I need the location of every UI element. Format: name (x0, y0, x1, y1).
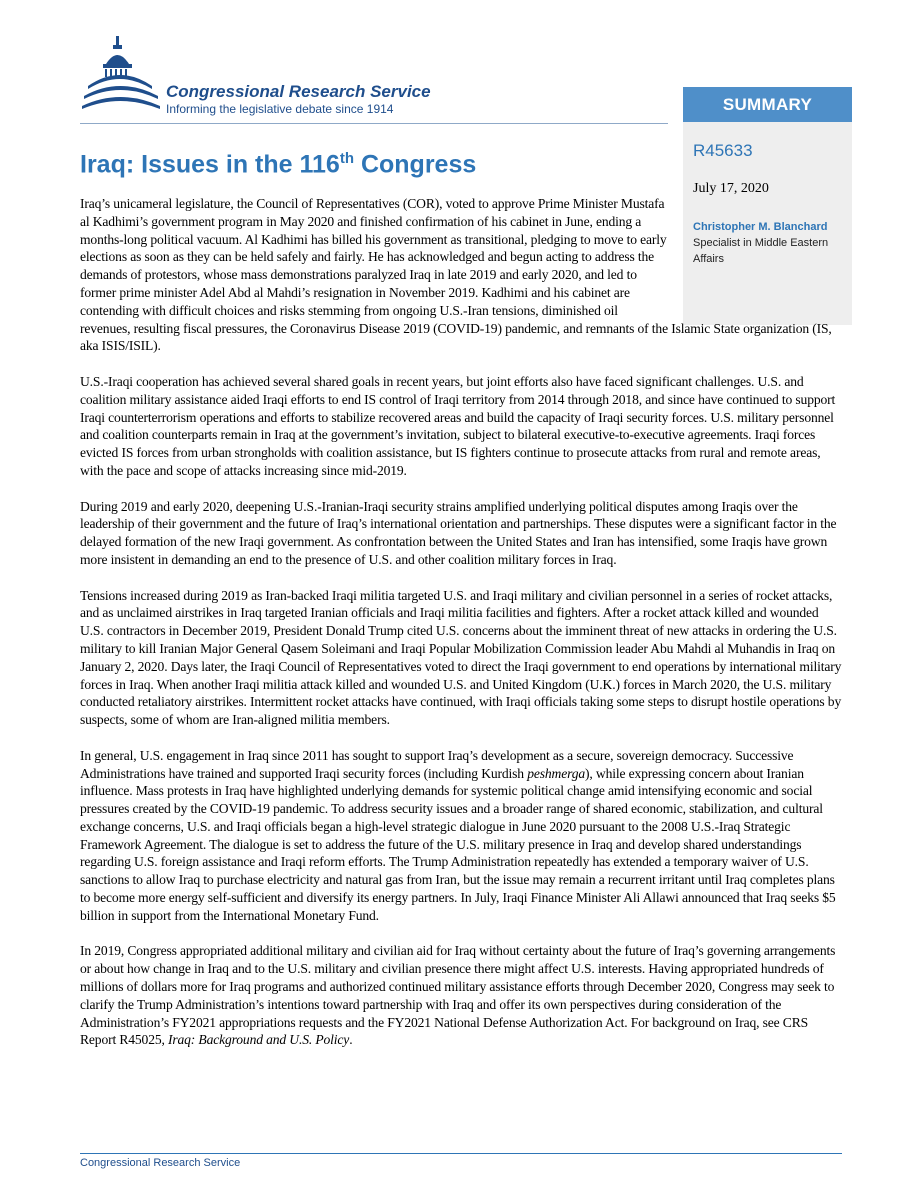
paragraph: U.S.-Iraqi cooperation has achieved several shared goals in recent years, but joint efforts also have faced significant challenges. U.S. and coalition military assistance aided Iraqi efforts to end IS control of Iraqi territory from 2014 through 2018, and since have continued to support Iraqi counterterrorism operations and efforts to stabilize recovered areas and build the capacity of Iraqi security forces. U.S. military personnel and coalition counterparts remain in Iraq at the government’s invitation, subject to bilateral executive-to-executive agreements. Iraqi forces evicted IS forces from urban strongholds with coalition assistance, but IS fighters continue to prosecute attacks from rural and remote areas, with the pace and scope of attacks increasing since mid-2019. (80, 373, 836, 478)
paragraph-continued: revenues, resulting fiscal pressures, the Coronavirus Disease 2019 (COVID-19) pandemic, and remnants of the Islamic State organization (IS, aka ISIS/ISIL). (80, 320, 832, 354)
summary-body (80, 195, 842, 1067)
footer-divider (80, 1153, 842, 1154)
paragraph: In general, U.S. engagement in Iraq since 2011 has sought to support Iraq’s development as a secure, sovereign democracy. Successive Administrations have trained and supported Iraqi security forces (including Kurdish peshmerga), while expressing concern about Iranian influence. Mass protests in Iraq have highlighted underlying demands for systemic political change amid intensifying economic and social pressures created by the COVID-19 pandemic. To address security issues and a broader range of shared economic, stabilization, and cultural exchange concerns, U.S. and Iraqi officials began a high-level strategic dialogue in June 2020 pursuant to the 2008 U.S.-Iraq Strategic Framework Agreement. The dialogue is set to address the future of the U.S. military presence in Iraq and develop shared understandings regarding U.S. foreign assistance and Iraqi reform efforts. The Trump Administration repeatedly has extended a temporary waiver of U.S. sanctions to allow Iraq to purchase electricity and natural gas from Iran, but the issue may remain a recurrent irritant until Iraq completes plans to become more energy self-sufficient and diversify its energy partners. In July, Iraqi Finance Minister Ali Allawi announced that Iraq seeks $5 billion in support from the International Monetary Fund. (80, 747, 836, 923)
summary-label: SUMMARY (683, 87, 852, 122)
footer-text: Congressional Research Service (80, 1157, 241, 1169)
page-title: Iraq: Issues in the 116th Congress (80, 150, 477, 179)
crs-logo (80, 34, 480, 124)
header-divider (80, 123, 668, 124)
org-tagline: Informing the legislative debate since 1914 (166, 102, 394, 116)
paragraph: Iraq’s unicameral legislature, the Council of Representatives (COR), voted to approve Prime Minister Mustafa al Kadhimi’s government program in May 2020 and finished confirmation of his cabinet in June, ending a months-long political vacuum. Al Kadhimi has billed his government as transitional, pledging to move to early elections as soon as they can be held safely and fairly. He has acknowledged and begun acting to address the demands of protestors, whose mass demonstrations paralyzed Iraq in late 2019 and early 2020, and led to former prime minister Adel Abd al Mahdi’s resignation in November 2019. Kadhimi and his cabinet are contending with difficult choices and risks stemming from ongoing U.S.-Iran tensions, diminished oil (80, 196, 667, 318)
paragraph: Tensions increased during 2019 as Iran-backed Iraqi militia targeted U.S. and Iraqi military and civilian personnel in a series of rocket attacks, and as unclaimed airstrikes in Iraq targeted Iranian officials and Iraqi militia facilities and fighters. After a rocket attack killed and wounded U.S. contractors in December 2019, President Donald Trump cited U.S. concerns about the imminent threat of new attacks in ordering the U.S. military to kill Iranian Major General Qasem Soleimani and Iraqi Popular Mobilization Commission leader Abu Mahdi al Muhandis in Iraq on January 2, 2020. Days later, the Iraqi Council of Representatives voted to direct the Iraqi government to end operations by international military forces in Iraq. When another Iraqi militia attack killed and wounded U.S. and United Kingdom (U.K.) forces in March 2020, the U.S. military conducted retaliatory airstrikes. Intermittent rocket attacks have continued, with Iraqi officials taking some steps to disrupt hostile operations by suspects, some of whom are Iran-aligned militia members. (80, 587, 842, 728)
org-name: Congressional Research Service (166, 82, 431, 101)
report-reference-link[interactable]: Iraq: Background and U.S. Policy (168, 1032, 350, 1048)
author-title: Specialist in Middle Eastern Affairs (693, 237, 829, 265)
report-date: July 17, 2020 (693, 181, 769, 196)
paragraph: During 2019 and early 2020, deepening U.S.-Iranian-Iraqi security strains amplified underlying political disputes among Iraqis over the leadership of their government and the future of Iraq’s international orientation and partnerships. These disputes were a significant factor in the delayed formation of the new Iraqi government. As confrontation between the United States and Iran has intensified, some Iraqis have grown more insistent in demanding an end to the presence of U.S. and other coalition military forces in Iraq. (80, 498, 837, 567)
report-number: R45633 (693, 141, 753, 160)
paragraph: In 2019, Congress appropriated additional military and civilian aid for Iraq without certainty about the future of Iraq’s governing arrangements or about how change in Iraq and to the U.S. military and civilian presence there might affect U.S. interests. Having appropriated hundreds of millions of dollars more for Iraq programs and authorized continued military assistance efforts through December 2020, Congress may seek to clarify the Trump Administration’s intentions toward partnership with Iraq and offer its own perspectives during consideration of the Administration’s FY2021 appropriations requests and the FY2021 National Defense Authorization Act. For background on Iraq, see CRS Report R45025, Iraq: Background and U.S. Policy. (80, 943, 836, 1048)
capitol-dome-icon (80, 34, 162, 116)
author-name: Christopher M. Blanchard (693, 221, 828, 233)
